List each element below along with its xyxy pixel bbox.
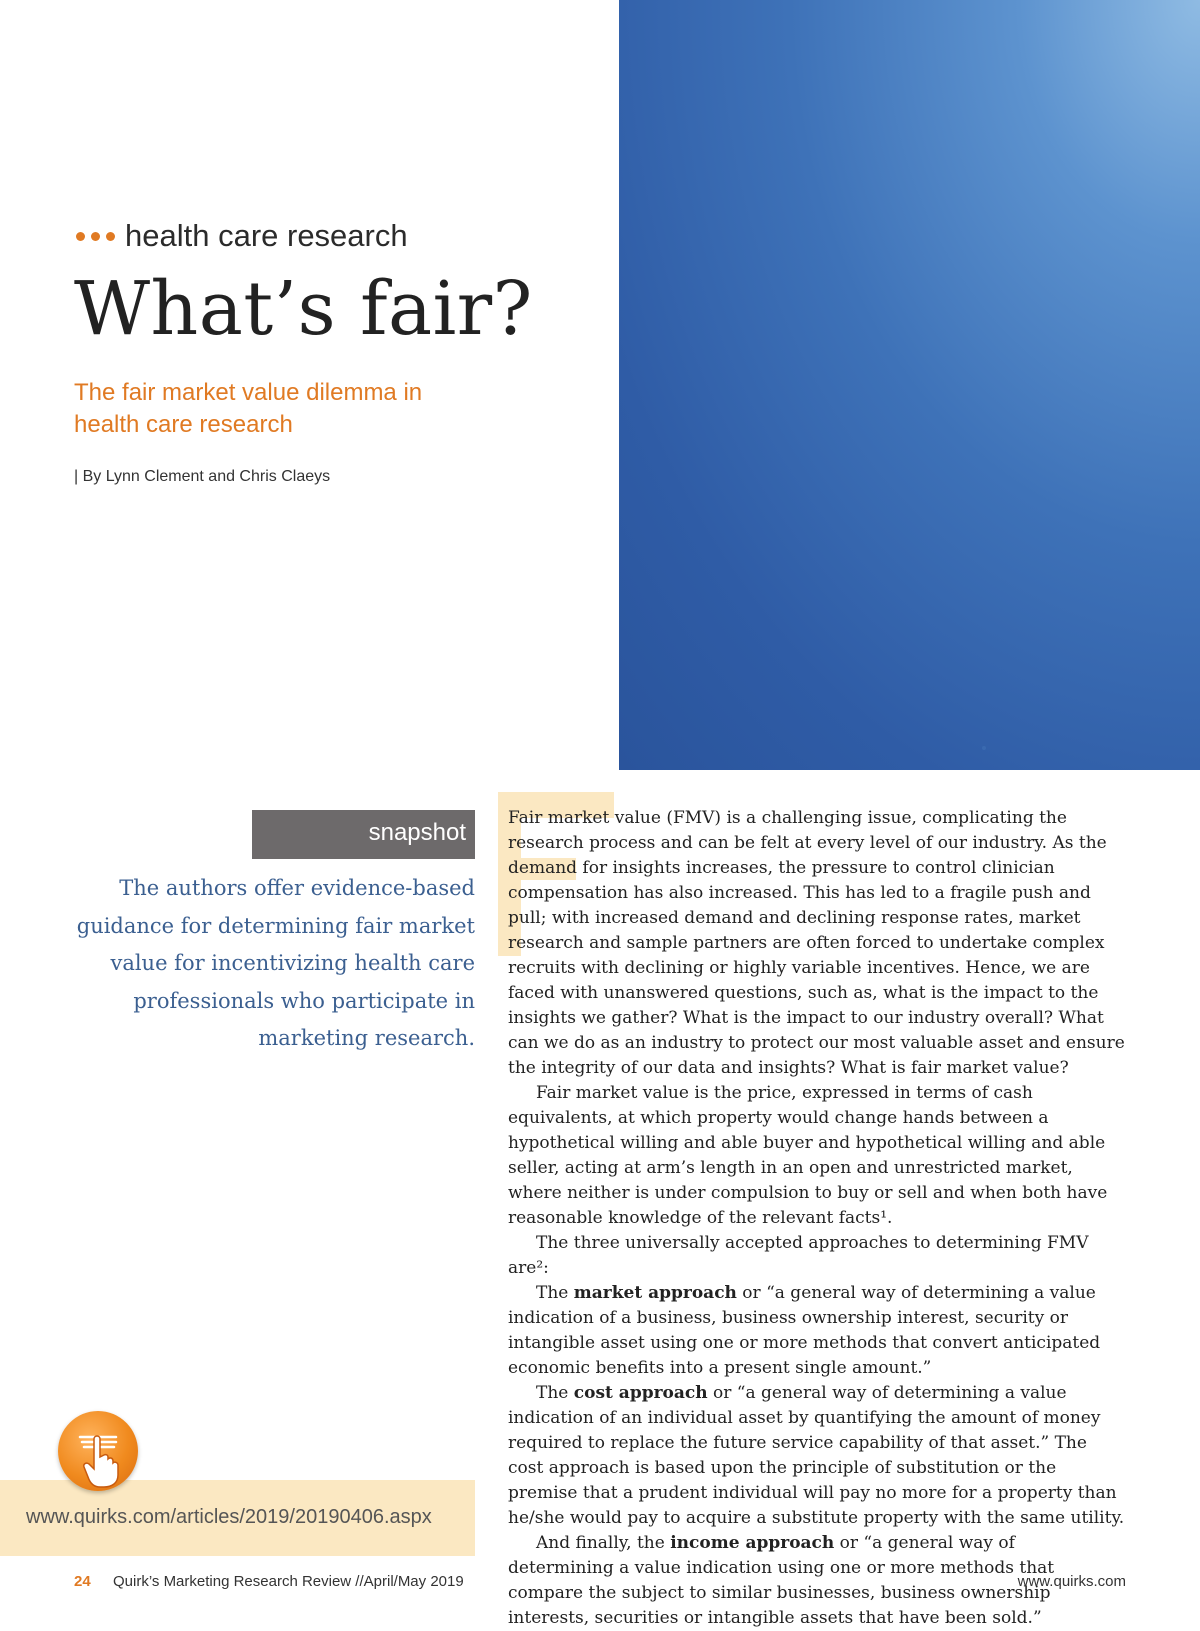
section-label: health care research [125, 218, 408, 253]
byline: | By Lynn Clement and Chris Claeys [74, 468, 331, 485]
article-subtitle: The fair market value dilemma in health care research [74, 379, 423, 438]
paragraph: Fair market value (FMV) is a challenging issue, complicating the research process and can be felt at every level of our industry. As the demand for insights increases, the pressure to control clinician compensation has also increased. This has led to a fragile push and pull; with increased demand and declining response rates, market research and sample partners are often forced to undertake complex recruits with declining or highly variable incentives. Hence, we are faced with unanswered questions, such as, what is the impact to the insights we gather? What is the impact to our industry overall? What can we do as an industry to protect our most valuable asset and ensure the integrity of our data and insights? What is fair market value? [508, 808, 1125, 1078]
publication-name: Quirk’s Marketing Research Review //April/May 2019 [113, 1573, 464, 1590]
paragraph: Fair market value is the price, expressed in terms of cash equivalents, at which property would change hands between a hypothetical willing and able buyer and hypothetical willing and able seller, acting at arm’s length in an open and unrestricted market, where neither is under compulsion to buy or sell and when both have reasonable knowledge of the relevant facts¹. [508, 1083, 1108, 1228]
bullet-dots-icon [76, 232, 115, 241]
term-market-approach: market approach [573, 1283, 737, 1303]
site-url[interactable]: www.quirks.com [1017, 1573, 1126, 1590]
article-body [508, 806, 1126, 1631]
pointing-hand-icon[interactable] [58, 1411, 138, 1491]
term-cost-approach: cost approach [573, 1383, 708, 1403]
paragraph: The three universally accepted approaches to determining FMV are²: [508, 1233, 1089, 1278]
paragraph: And finally, the income approach or “a general way of determining a value indication using one or more methods that compare the subject to similar businesses, business ownership interests, securities or intangible assets that have been sold.” [508, 1533, 1055, 1628]
page-number: 24 [74, 1573, 91, 1590]
snapshot-label: snapshot [252, 810, 475, 859]
paragraph: The cost approach or “a general way of determining a value indication of an individual asset by quantifying the amount of money required to replace the future service capability of that asset.” The cost approach is based upon the principle of substitution or the premise that a prudent individual will pay no more for a property than he/she would pay to acquire a substitute property with the same utility. [508, 1383, 1125, 1528]
hero-speck [982, 746, 986, 750]
snapshot-summary: The authors offer evidence-based guidance for determining fair market value for incentivizing health care professionals who participate in marketing research. [76, 876, 475, 1050]
article-url-link[interactable]: www.quirks.com/articles/2019/20190406.aspx [26, 1506, 432, 1528]
paragraph: The market approach or “a general way of determining a value indication of a business, business ownership interest, security or intangible asset using one or more methods that convert anticipated economic benefits into a present single amount.” [508, 1283, 1101, 1378]
section-kicker [76, 218, 408, 254]
article-title: What’s fair? [74, 266, 533, 352]
hero-image [619, 0, 1200, 770]
term-income-approach: income approach [670, 1533, 835, 1553]
